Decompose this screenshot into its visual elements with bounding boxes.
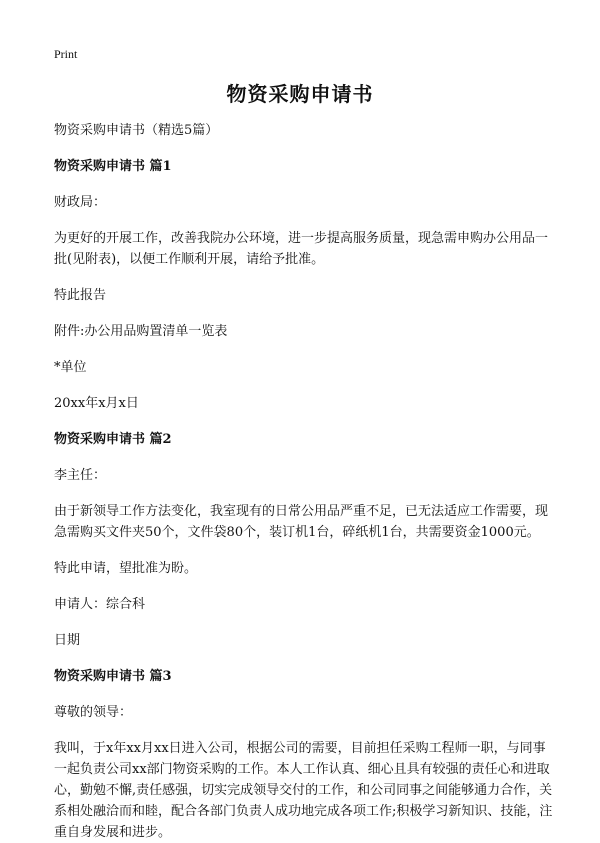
section-1-salutation: 财政局： (54, 195, 107, 210)
section-2-date: 日期 (54, 633, 81, 648)
print-label: Print (54, 47, 78, 61)
document-body (54, 120, 554, 843)
section-1-heading: 物资采购申请书 篇1 (54, 159, 172, 174)
section-1-body: 为更好的开展工作，改善我院办公环境，进一步提高服务质量，现急需申购办公用品一批(见附表)，以便工作顺利开展，请给予批准。 (54, 231, 549, 267)
section-3-heading: 物资采购申请书 篇3 (54, 669, 172, 684)
section-2-closing: 特此申请，望批准为盼。 (54, 561, 198, 576)
section-3-body: 我叫，于x年xx月xx日进入公司，根据公司的需要，目前担任采购工程师一职，与同事一起负责公司xx部门物资采购的工作。本人工作认真、细心且具有较强的责任心和进取心，勤勉不懈,责任感强，切实完成领导交付的工作，和公司同事之间能够通力合作，关系相处融洽而和睦，配合各部门负责人成功地完成各项工作;积极学习新知识、技能，注重自身发展和进步。 (54, 741, 553, 840)
section-2-body: 由于新领导工作方法变化，我室现有的日常公用品严重不足，已无法适应工作需要，现急需购买文件夹50个，文件袋80个，装订机1台，碎纸机1台，共需要资金1000元。 (54, 504, 549, 540)
page-title: 物资采购申请书 (226, 82, 374, 106)
section-1-date: 20xx年x月x日 (54, 396, 139, 411)
document-subtitle: 物资采购申请书（精选5篇） (54, 123, 219, 138)
section-2-salutation: 李主任： (54, 468, 107, 483)
section-1-closing: 特此报告 (54, 288, 107, 303)
section-2-heading: 物资采购申请书 篇2 (54, 432, 172, 447)
section-1-attachment: 附件:办公用品购置清单一览表 (54, 324, 228, 339)
section-2-applicant: 申请人：综合科 (54, 597, 146, 612)
section-3-salutation: 尊敬的领导： (54, 705, 133, 720)
section-1-unit: *单位 (54, 360, 87, 375)
